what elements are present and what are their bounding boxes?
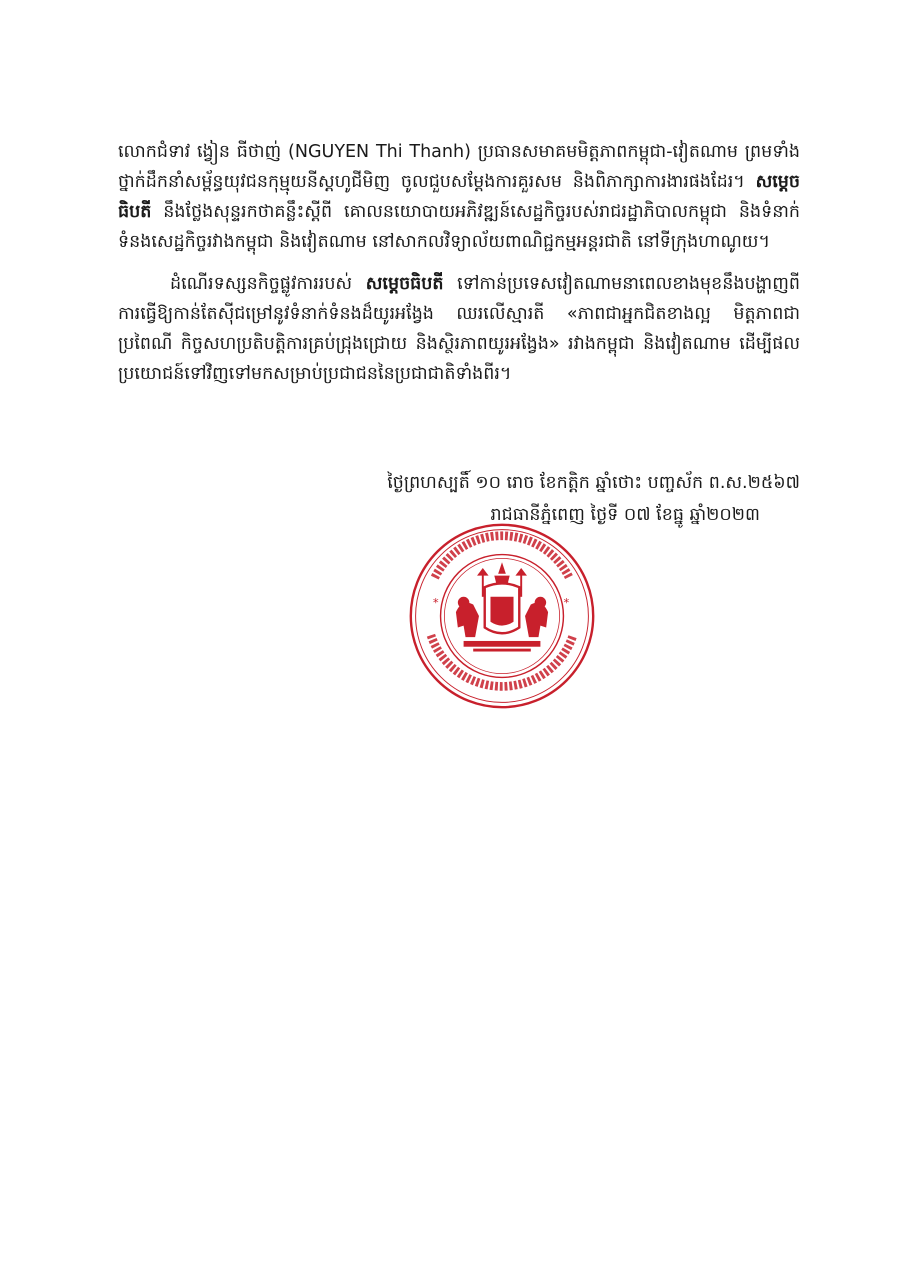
svg-text:*: * (563, 595, 570, 610)
document-body (118, 137, 800, 389)
paragraph-1-name: សម្តេចធិបតី (118, 172, 800, 222)
date-lunar: ថ្ងៃព្រហស្បតិ៍ ១០ រោច ខែកត្តិក ឆ្នាំថោះ បញ្ចស័ក ព.ស.២៥៦៧ (387, 473, 800, 493)
paragraph-1 (118, 137, 800, 257)
paragraph-1-rest: នឹងថ្លែងសុន្ទរកថាគន្លឹះស្តីពី គោលនយោបាយអភិវឌ្ឍន៍សេដ្ឋកិច្ចរបស់រាជរដ្ឋាភិបាលកម្ពុជា និងទំនាក់ទំនងសេដ្ឋកិច្ចរវាងកម្ពុជា និងវៀតណាម នៅសាកលវិទ្យាល័យពាណិជ្ជកម្មអន្តរជាតិ នៅទីក្រុងហាណូយ។ (118, 202, 800, 252)
paragraph-1-lead: លោកជំទាវ ង្វៀន ធីថាញ់ (NGUYEN Thi Thanh) ប្រធានសមាគមមិត្តភាពកម្ពុជា-វៀតណាម ព្រមទាំងថ្នាក់ដឹកនាំសម្ព័ន្ធយុវជនកុម្មុយនីស្តហូជីមិញ ចូលជួបសម្តែងការគួរសម និងពិភាក្សាការងារផងដែរ។ (118, 142, 800, 192)
official-seal-icon (406, 520, 598, 712)
paragraph-2-name: សម្តេចធិបតី (365, 274, 444, 294)
paragraph-2-lead: ដំណើរទស្សនកិច្ចផ្លូវការរបស់ (170, 274, 366, 294)
date-solar: រាជធានីភ្នំពេញ ថ្ងៃទី ០៧ ខែធ្នូ ឆ្នាំ២០២៣ (490, 505, 760, 525)
paragraph-2 (118, 269, 800, 389)
paragraph-2-rest: ទៅកាន់ប្រទេសវៀតណាមនាពេលខាងមុខនឹងបង្ហាញពីការធ្វើឱ្យកាន់តែស៊ីជម្រៅនូវទំនាក់ទំនងដ៏យូរអង្វែង ឈរលើស្មារតី «ភាពជាអ្នកជិតខាងល្អ មិត្តភាពជាប្រពៃណី កិច្ចសហប្រតិបត្តិការគ្រប់ជ្រុងជ្រោយ និងស្ថិរភាពយូរអង្វែង» រវាងកម្ពុជា និងវៀតណាម ដើម្បីផលប្រយោជន៍ទៅវិញទៅមកសម្រាប់ប្រជាជននៃប្រជាជាតិទាំងពីរ។ (118, 274, 800, 384)
svg-text:*: * (432, 595, 439, 610)
